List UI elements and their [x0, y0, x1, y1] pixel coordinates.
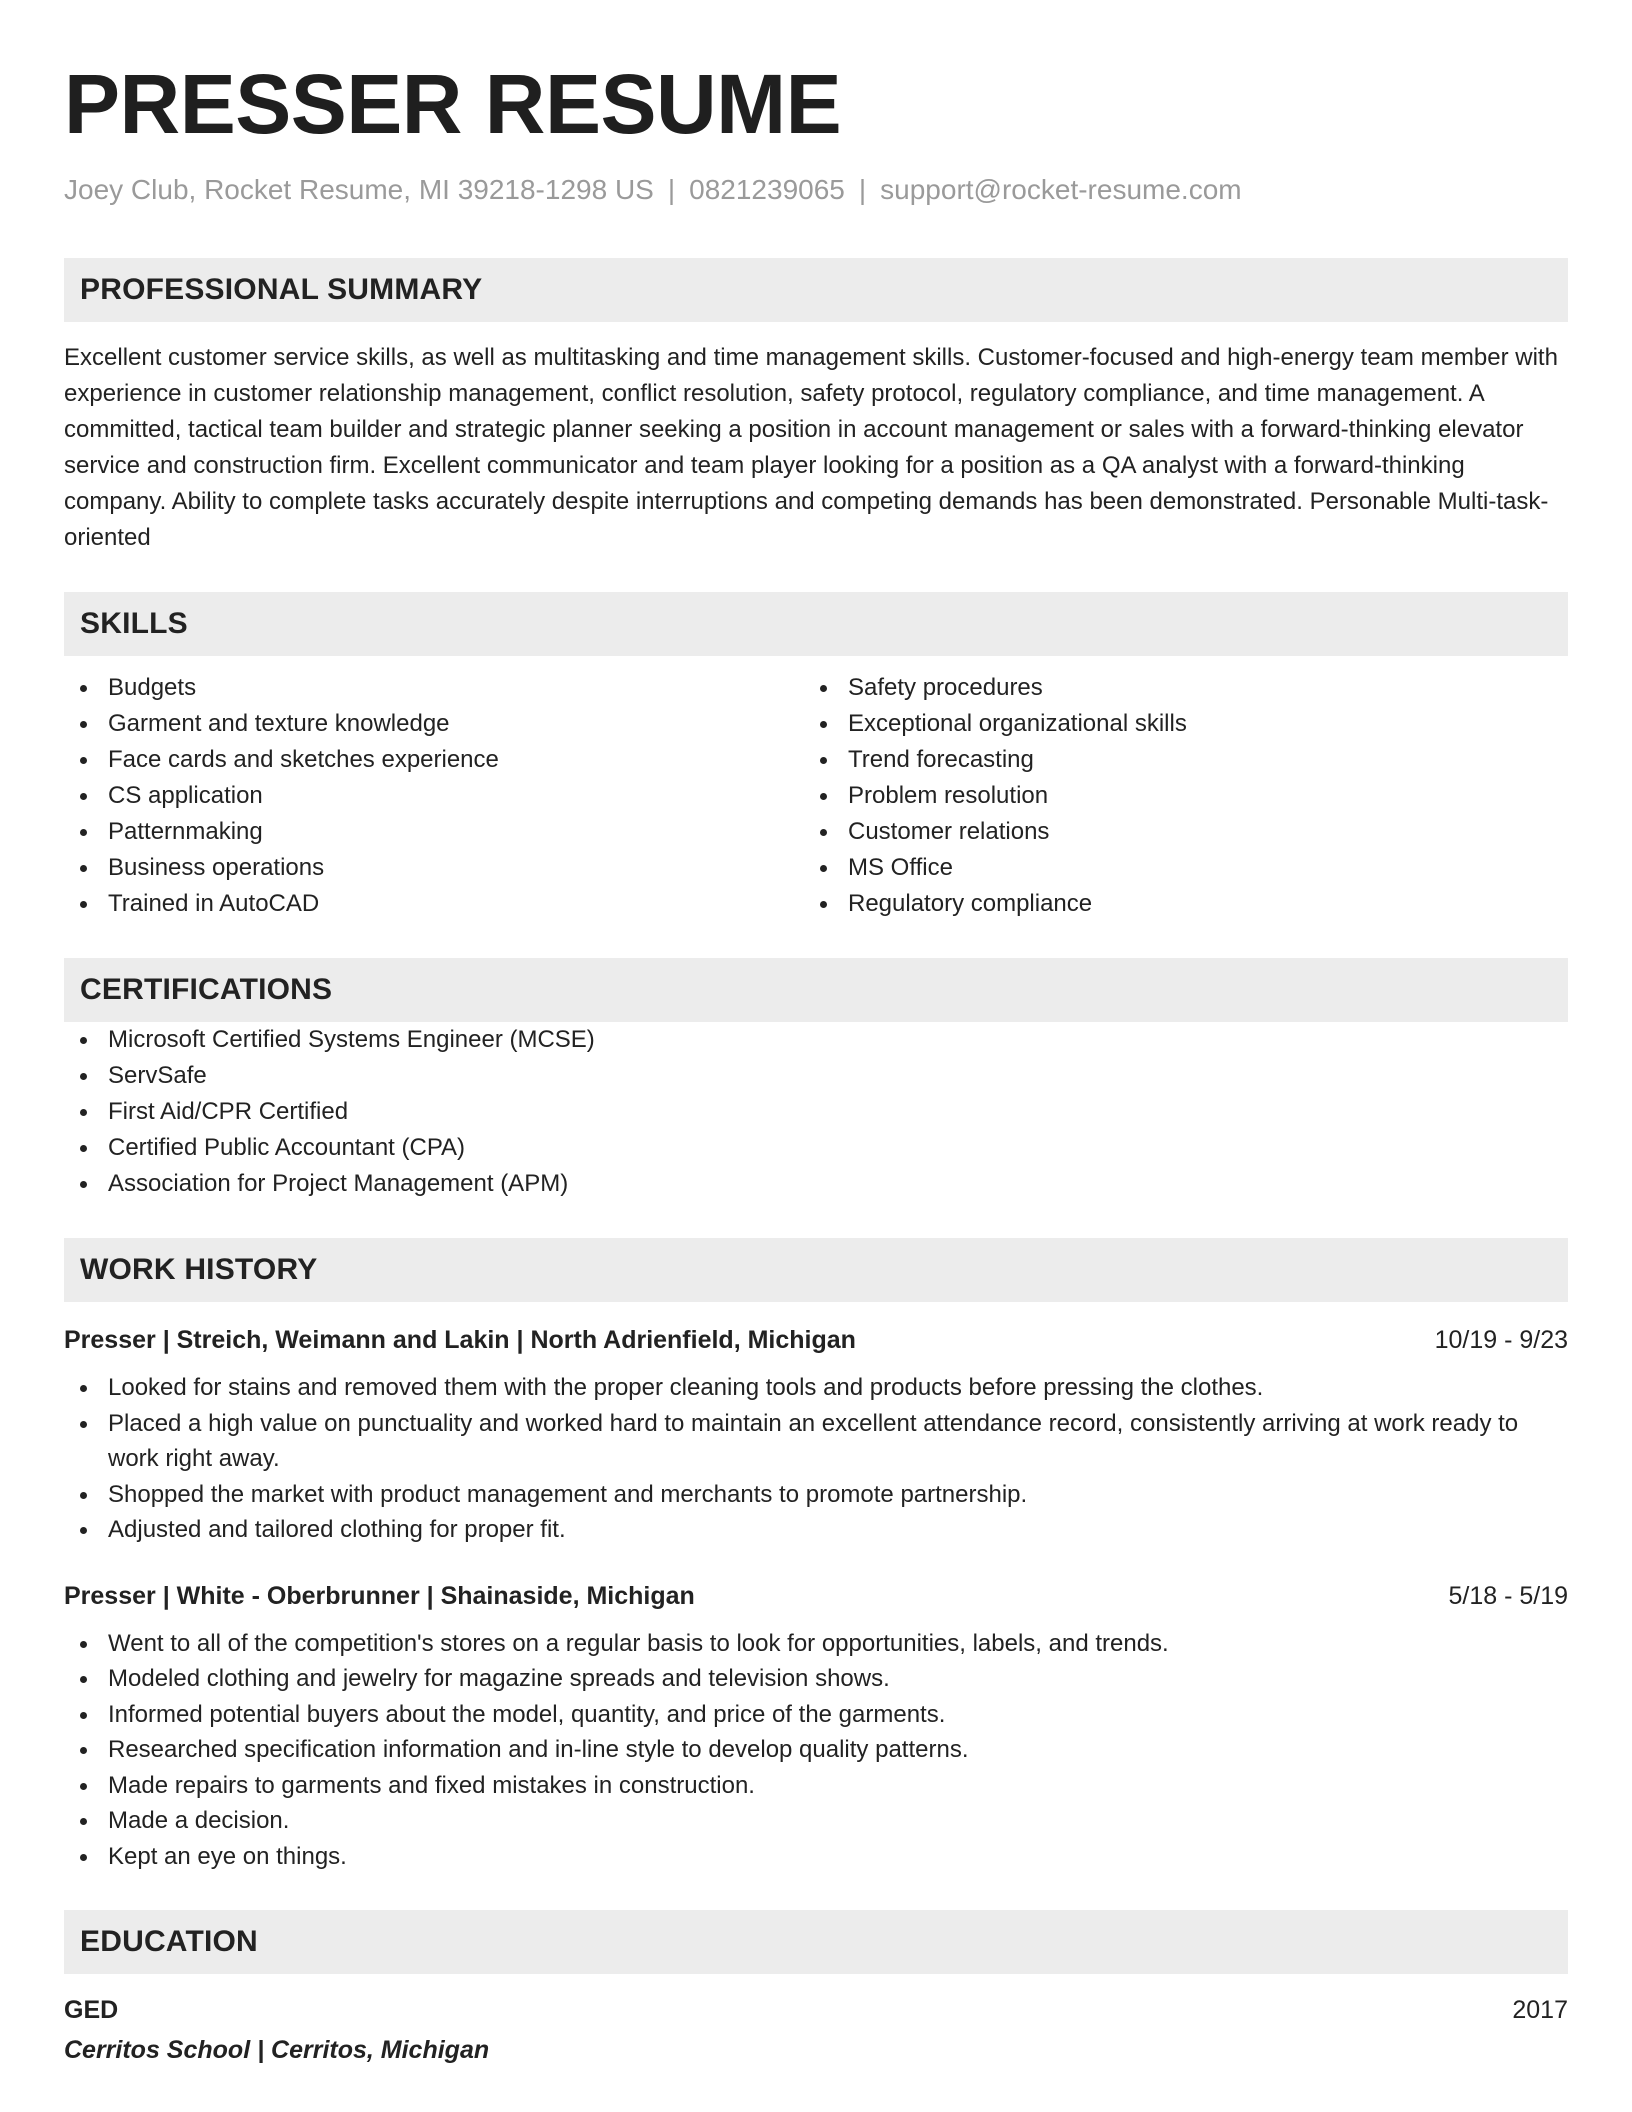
skill-item: Regulatory compliance — [804, 886, 1544, 922]
certification-item: First Aid/CPR Certified — [64, 1094, 1568, 1130]
job-dates: 10/19 - 9/23 — [1434, 1326, 1568, 1354]
job-entry — [64, 1578, 1568, 1875]
job-bullet: Shopped the market with product management and merchants to promote partnership. — [64, 1477, 1568, 1513]
summary-text: Excellent customer service skills, as well as multitasking and time management skills. Customer-focused and high-energy team member with experience in customer relationship management, conflict resolution, safety protocol, regulatory compliance, and time management. A committed, tactical team builder and strategic planner seeking a position in account management or sales with a forward-thinking elevator service and construction firm. Excellent communicator and team player looking for a position as a QA analyst with a forward-thinking company. Ability to complete tasks accurately despite interruptions and competing demands has been demonstrated. Personable Multi-task-oriented — [64, 344, 1558, 551]
education-heading-row — [64, 1992, 1568, 2028]
job-heading-row — [64, 1578, 1568, 1614]
skill-item: CS application — [64, 778, 804, 814]
education-year: 2017 — [1512, 1996, 1568, 2024]
contact-separator: | — [858, 174, 867, 205]
job-bullet: Made repairs to garments and fixed mistakes in construction. — [64, 1768, 1568, 1804]
education-school: Cerritos School | Cerritos, Michigan — [64, 2036, 490, 2064]
certification-item: Microsoft Certified Systems Engineer (MCSE) — [64, 1022, 1568, 1058]
skill-item: Garment and texture knowledge — [64, 706, 804, 742]
job-bullet: Went to all of the competition's stores on a regular basis to look for opportunities, labels, and trends. — [64, 1626, 1568, 1662]
section-header-skills: SKILLS — [64, 592, 1568, 656]
contact-phone: 0821239065 — [689, 174, 845, 205]
certification-item: Certified Public Accountant (CPA) — [64, 1130, 1568, 1166]
job-bullet: Placed a high value on punctuality and worked hard to maintain an excellent attendance record, consistently arriving at work ready to work right away. — [64, 1406, 1568, 1477]
education-degree: GED — [64, 1996, 119, 2024]
job-bullet: Looked for stains and removed them with the proper cleaning tools and products before pressing the clothes. — [64, 1370, 1568, 1406]
contact-line — [64, 172, 1568, 208]
contact-email: support@rocket-resume.com — [880, 174, 1242, 205]
section-header-certifications: CERTIFICATIONS — [64, 958, 1568, 1022]
job-entry — [64, 1322, 1568, 1548]
certification-item: Association for Project Management (APM) — [64, 1166, 1568, 1202]
job-heading-row — [64, 1322, 1568, 1358]
skill-item: Patternmaking — [64, 814, 804, 850]
skill-item: Face cards and sketches experience — [64, 742, 804, 778]
skill-item: Budgets — [64, 670, 804, 706]
skill-item: Exceptional organizational skills — [804, 706, 1544, 742]
skill-item: MS Office — [804, 850, 1544, 886]
section-header-summary: PROFESSIONAL SUMMARY — [64, 258, 1568, 322]
education-entry — [64, 1992, 1568, 2068]
section-header-work-history: WORK HISTORY — [64, 1238, 1568, 1302]
skill-item: Trend forecasting — [804, 742, 1544, 778]
skills-right-list — [804, 670, 1544, 922]
skill-item: Problem resolution — [804, 778, 1544, 814]
job-bullet: Made a decision. — [64, 1803, 1568, 1839]
job-bullet: Modeled clothing and jewelry for magazine spreads and television shows. — [64, 1661, 1568, 1697]
job-bullet: Researched specification information and in-line style to develop quality patterns. — [64, 1732, 1568, 1768]
skills-left-list — [64, 670, 804, 922]
job-title: Presser | Streich, Weimann and Lakin | North Adrienfield, Michigan — [64, 1326, 856, 1354]
contact-separator: | — [667, 174, 676, 205]
job-bullet: Kept an eye on things. — [64, 1839, 1568, 1875]
skill-item: Business operations — [64, 850, 804, 886]
contact-address: Joey Club, Rocket Resume, MI 39218-1298 US — [64, 174, 654, 205]
skill-item: Customer relations — [804, 814, 1544, 850]
job-bullets — [64, 1370, 1568, 1548]
job-bullet: Informed potential buyers about the model, quantity, and price of the garments. — [64, 1697, 1568, 1733]
certification-item: ServSafe — [64, 1058, 1568, 1094]
job-bullet: Adjusted and tailored clothing for proper fit. — [64, 1512, 1568, 1548]
job-bullets — [64, 1626, 1568, 1875]
skill-item: Safety procedures — [804, 670, 1544, 706]
job-dates: 5/18 - 5/19 — [1448, 1581, 1568, 1610]
resume-name: PRESSER RESUME — [64, 57, 842, 151]
skill-item: Trained in AutoCAD — [64, 886, 804, 922]
skills-grid — [64, 670, 1568, 922]
job-title: Presser | White - Oberbrunner | Shainaside, Michigan — [64, 1581, 695, 1610]
section-header-education: EDUCATION — [64, 1910, 1568, 1974]
certifications-list — [64, 1022, 1568, 1202]
